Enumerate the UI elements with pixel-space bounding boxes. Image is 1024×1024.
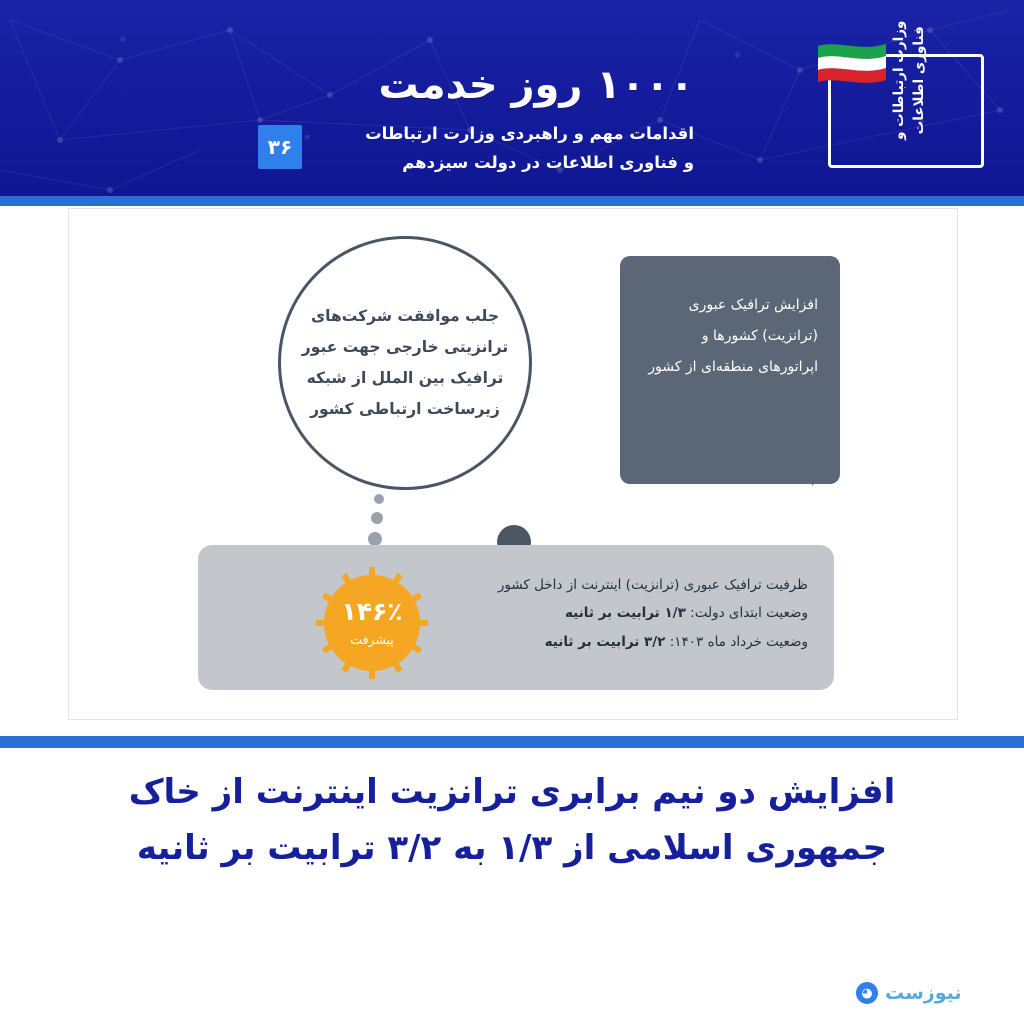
banner-title: ۱۰۰۰ روز خدمت <box>378 62 694 108</box>
connector-dot-medium <box>371 512 383 524</box>
banner-subtitle-line2: و فناوری اطلاعات در دولت سیزدهم <box>402 152 694 172</box>
caption-line1: افزایش دو نیم برابری ترانزیت اینترنت از خاک <box>128 772 896 812</box>
stats-line-initial <box>198 599 808 627</box>
progress-value: ۱۴۶٪ <box>341 597 403 626</box>
circle-bubble-text: جلب موافقت شرکت‌های ترانزیتی خارجی جهت عبور ترافیک بین الملل از شبکه زیرساخت ارتباطی کشور <box>301 307 509 418</box>
progress-label: پیشرفت <box>350 632 394 647</box>
iran-flag-icon <box>816 40 888 86</box>
stats-current-label: وضعیت خرداد ماه ۱۴۰۳: <box>669 633 808 650</box>
stats-current-value: ۳/۲ ترابیت بر ثانیه <box>544 633 666 650</box>
stats-line-capacity: ظرفیت ترافیک عبوری (ترانزیت) اینترنت از داخل کشور <box>497 577 808 593</box>
circle-bubble <box>278 236 532 490</box>
watermark-text: نیوزست <box>885 982 962 1004</box>
stats-line-current <box>198 628 808 656</box>
speech-box-tail <box>812 452 838 486</box>
watermark-logo-icon: ◕ <box>856 982 878 1004</box>
banner-subtitle <box>304 120 694 178</box>
caption-line2: جمهوری اسلامی از ۱/۳ به ۳/۲ ترابیت بر ثانیه <box>136 828 888 869</box>
ministry-logo <box>824 20 984 165</box>
stats-initial-label: وضعیت ابتدای دولت: <box>690 605 808 622</box>
watermark <box>856 982 962 1004</box>
slide-number-badge: ۳۶ <box>258 125 302 169</box>
banner-subtitle-line1: اقدامات مهم و راهبردی وزارت ارتباطات <box>365 124 694 143</box>
banner-accent-strip <box>0 196 1024 206</box>
connector-dot-large <box>368 532 382 546</box>
speech-box <box>620 256 840 484</box>
header-banner <box>0 0 1024 196</box>
caption <box>0 764 1024 876</box>
speech-box-text: افزایش ترافیک عبوری (ترانزیت) کشورها و اپراتورهای منطقه‌ای از کشور <box>648 297 818 375</box>
progress-badge-face <box>324 575 420 671</box>
connector-dot-small <box>374 494 384 504</box>
logo-text: وزارت ارتباطات و فناوری اطلاعات <box>890 20 927 140</box>
stats-panel-text <box>198 545 834 656</box>
stats-initial-value: ۱/۳ ترابیت بر ثانیه <box>565 605 686 622</box>
progress-badge <box>316 567 428 679</box>
bottom-accent-strip <box>0 736 1024 748</box>
stats-panel <box>198 545 834 690</box>
